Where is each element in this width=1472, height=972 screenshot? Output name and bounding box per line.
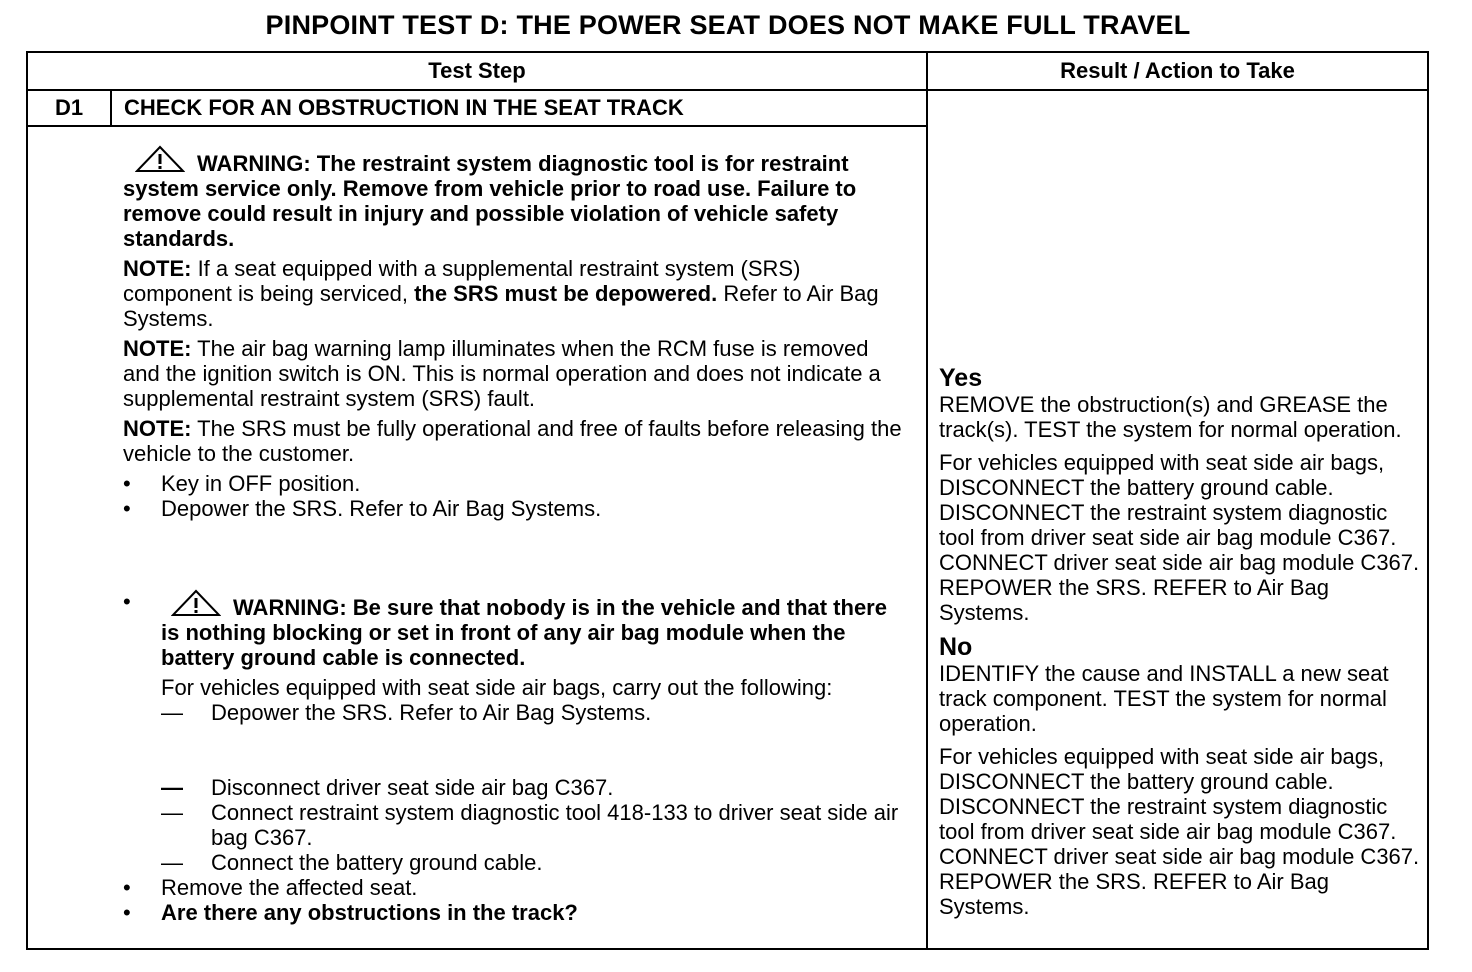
list-item: [123, 471, 903, 496]
warning-text: WARNING: Be sure that nobody is in the vehicle and that there is nothing blocking or set in front of any air bag module when the battery ground cable is connected.: [161, 595, 887, 670]
bullet-mark: •: [123, 471, 131, 496]
page-title: PINPOINT TEST D: THE POWER SEAT DOES NOT MAKE FULL TRAVEL: [265, 10, 1191, 40]
step-title-divider: [28, 125, 926, 127]
note-warning-lamp: [123, 336, 903, 411]
result-no-action: IDENTIFY the cause and INSTALL a new seat track component. TEST the system for normal operation.: [939, 661, 1389, 736]
list-item-question: [123, 900, 903, 925]
note-label: NOTE:: [123, 416, 192, 441]
note-text: The air bag warning lamp illuminates when the RCM fuse is removed and the ignition switch is ON. This is normal operation and does not indicate a supplemental restraint system (SRS) fault.: [123, 336, 881, 411]
step-id-divider: [110, 89, 112, 125]
bullet-mark: •: [123, 589, 131, 614]
column-divider: [926, 53, 928, 948]
list-item-warning: [123, 589, 903, 670]
warning-restraint-tool: [123, 145, 903, 251]
warning-followup: For vehicles equipped with seat side air bags, carry out the following:: [161, 675, 833, 700]
dash-mark: —: [161, 850, 183, 875]
step-title: CHECK FOR AN OBSTRUCTION IN THE SEAT TRACK: [124, 95, 684, 120]
warning-triangle-icon: [171, 589, 221, 617]
note-tail: Refer to Air Bag Systems.: [123, 281, 879, 331]
list-item: [123, 800, 903, 850]
header-test-step: Test Step: [428, 58, 526, 83]
list-item-text: Disconnect driver seat side air bag C367.: [211, 775, 614, 800]
result-no-detail: For vehicles equipped with seat side air bags, DISCONNECT the battery ground cable. DISCONNECT the restraint system diagnostic tool from driver seat side air bag module C367. CONNECT driver seat side air bag module C367. REPOWER the SRS. REFER to Air Bag Systems.: [939, 744, 1420, 919]
warning-triangle-icon: [135, 145, 185, 173]
note-srs-operational: [123, 416, 903, 466]
result-yes-label: Yes: [939, 364, 983, 392]
list-item-text: Depower the SRS. Refer to Air Bag Systems.: [211, 700, 652, 725]
note-srs-depower: [123, 256, 903, 331]
list-item-text: Remove the affected seat.: [161, 875, 418, 900]
question-text: Are there any obstructions in the track?: [161, 900, 578, 925]
note-text: If a seat equipped with a supplemental restraint system (SRS) component is being serviced,: [123, 256, 801, 306]
note-text: The SRS must be fully operational and free of faults before releasing the vehicle to the customer.: [123, 416, 902, 466]
note-bold-text: the SRS must be depowered.: [414, 281, 718, 306]
result-no-label: No: [939, 633, 973, 661]
test-step-body: [123, 145, 903, 925]
result-column: [939, 364, 1423, 927]
list-item: [123, 775, 903, 800]
dash-mark: —: [161, 700, 183, 725]
step-id: D1: [54, 95, 84, 120]
bullet-mark: •: [123, 875, 131, 900]
note-label: NOTE:: [123, 336, 192, 361]
bullet-mark: •: [123, 900, 131, 925]
list-item-text: Connect restraint system diagnostic tool 418-133 to driver seat side air bag C367.: [211, 800, 899, 850]
note-label: NOTE:: [123, 256, 192, 281]
list-item: [123, 700, 903, 725]
list-item-text: Key in OFF position.: [161, 471, 361, 496]
list-item: [123, 850, 903, 875]
result-yes-action: REMOVE the obstruction(s) and GREASE the track(s). TEST the system for normal operation.: [939, 392, 1402, 442]
pinpoint-table: [26, 51, 1429, 950]
result-yes-detail: For vehicles equipped with seat side air bags, DISCONNECT the battery ground cable. DISCONNECT the restraint system diagnostic tool from driver seat side air bag module C367. CONNECT driver seat side air bag module C367. REPOWER the SRS. REFER to Air Bag Systems.: [939, 450, 1420, 625]
list-item: [123, 875, 903, 900]
dash-mark: —: [161, 775, 183, 800]
bullet-mark: •: [123, 496, 131, 521]
list-item-text: Connect the battery ground cable.: [211, 850, 543, 875]
header-result: Result / Action to Take: [1060, 58, 1295, 83]
warning-text: WARNING: The restraint system diagnostic tool is for restraint system service only. Remove from vehicle prior to road use. Failure to remove could result in injury and possible violation of vehicle safety standards.: [123, 151, 857, 251]
list-item-text: Depower the SRS. Refer to Air Bag Systems.: [161, 496, 602, 521]
dash-mark: —: [161, 800, 183, 825]
list-item: [123, 496, 903, 521]
